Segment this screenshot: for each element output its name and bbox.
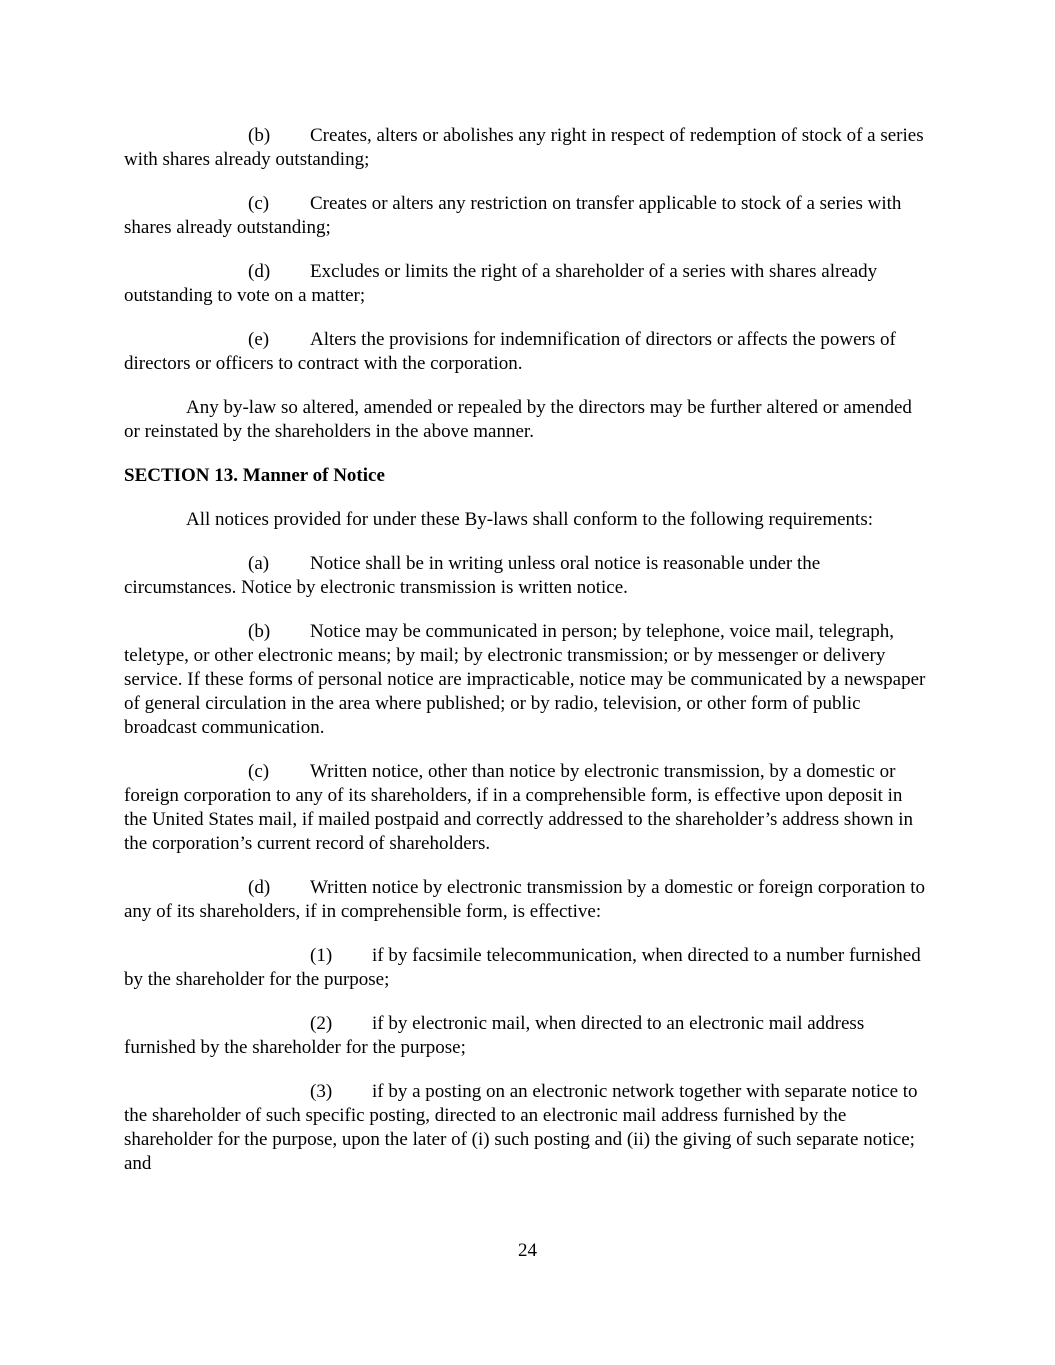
item-number: (1) (310, 945, 333, 966)
notice-item-a (124, 552, 930, 600)
item-text: Written notice, other than notice by electronic transmission, by a domestic or foreign corporation to any of its shareholders, if in a comprehensible form, is effective upon deposit in the United States mail, if mailed postpaid and correctly addressed to the shareholder’s address shown in the corporation’s current record of shareholders. (124, 761, 914, 854)
item-text: if by electronic mail, when directed to an electronic mail address furnished by the shareholder for the purpose; (124, 1013, 865, 1058)
item-text: Notice shall be in writing unless oral notice is reasonable under the circumstances. Notice by electronic transmission is written notice. (124, 553, 821, 598)
sub-item-3 (124, 1080, 930, 1176)
item-number: (b) (248, 125, 271, 146)
document-body (124, 124, 930, 1196)
sub-item-1 (124, 944, 930, 992)
item-text: if by a posting on an electronic network together with separate notice to the shareholder of such specific posting, directed to an electronic mail address furnished by the shareholder for the purpose, upon the later of (i) such posting and (ii) the giving of such separate notice; and (124, 1081, 918, 1174)
item-text: Creates, alters or abolishes any right in respect of redemption of stock of a series with shares already outstanding; (124, 125, 924, 170)
item-number: (a) (248, 553, 270, 574)
item-number: (b) (248, 621, 271, 642)
item-number: (d) (248, 261, 271, 282)
page-number: 24 (518, 1240, 537, 1261)
item-number: (2) (310, 1013, 333, 1034)
paragraph-d (124, 260, 930, 308)
notice-item-b (124, 620, 930, 740)
paragraph-c (124, 192, 930, 240)
sub-item-2 (124, 1012, 930, 1060)
item-text: Alters the provisions for indemnification of directors or affects the powers of directors or officers to contract with the corporation. (124, 329, 896, 374)
item-text: Creates or alters any restriction on transfer applicable to stock of a series with shares already outstanding; (124, 193, 902, 238)
item-text: Notice may be communicated in person; by telephone, voice mail, telegraph, teletype, or other electronic means; by mail; by electronic transmission; or by messenger or delivery service. If these forms of personal notice are impracticable, notice may be communicated by a newspaper of general circulation in the area where published; or by radio, television, or other form of public broadcast communication. (124, 621, 926, 738)
item-number: (c) (248, 193, 270, 214)
item-text: if by facsimile telecommunication, when directed to a number furnished by the shareholder for the purpose; (124, 945, 921, 990)
item-number: (e) (248, 329, 270, 350)
item-text: Written notice by electronic transmission by a domestic or foreign corporation to any of its shareholders, if in comprehensible form, is effective: (124, 877, 925, 922)
notice-item-c (124, 760, 930, 856)
section-heading: SECTION 13. Manner of Notice (124, 465, 385, 486)
item-number: (d) (248, 877, 271, 898)
item-number: (3) (310, 1081, 333, 1102)
paragraph-b (124, 124, 930, 172)
paragraph-e (124, 328, 930, 376)
section-intro: All notices provided for under these By-laws shall conform to the following requirements: (186, 509, 874, 530)
notice-item-d (124, 876, 930, 924)
item-number: (c) (248, 761, 270, 782)
by-law-paragraph: Any by-law so altered, amended or repealed by the directors may be further altered or amended or reinstated by the shareholders in the above manner. (124, 397, 912, 442)
item-text: Excludes or limits the right of a shareholder of a series with shares already outstanding to vote on a matter; (124, 261, 878, 306)
